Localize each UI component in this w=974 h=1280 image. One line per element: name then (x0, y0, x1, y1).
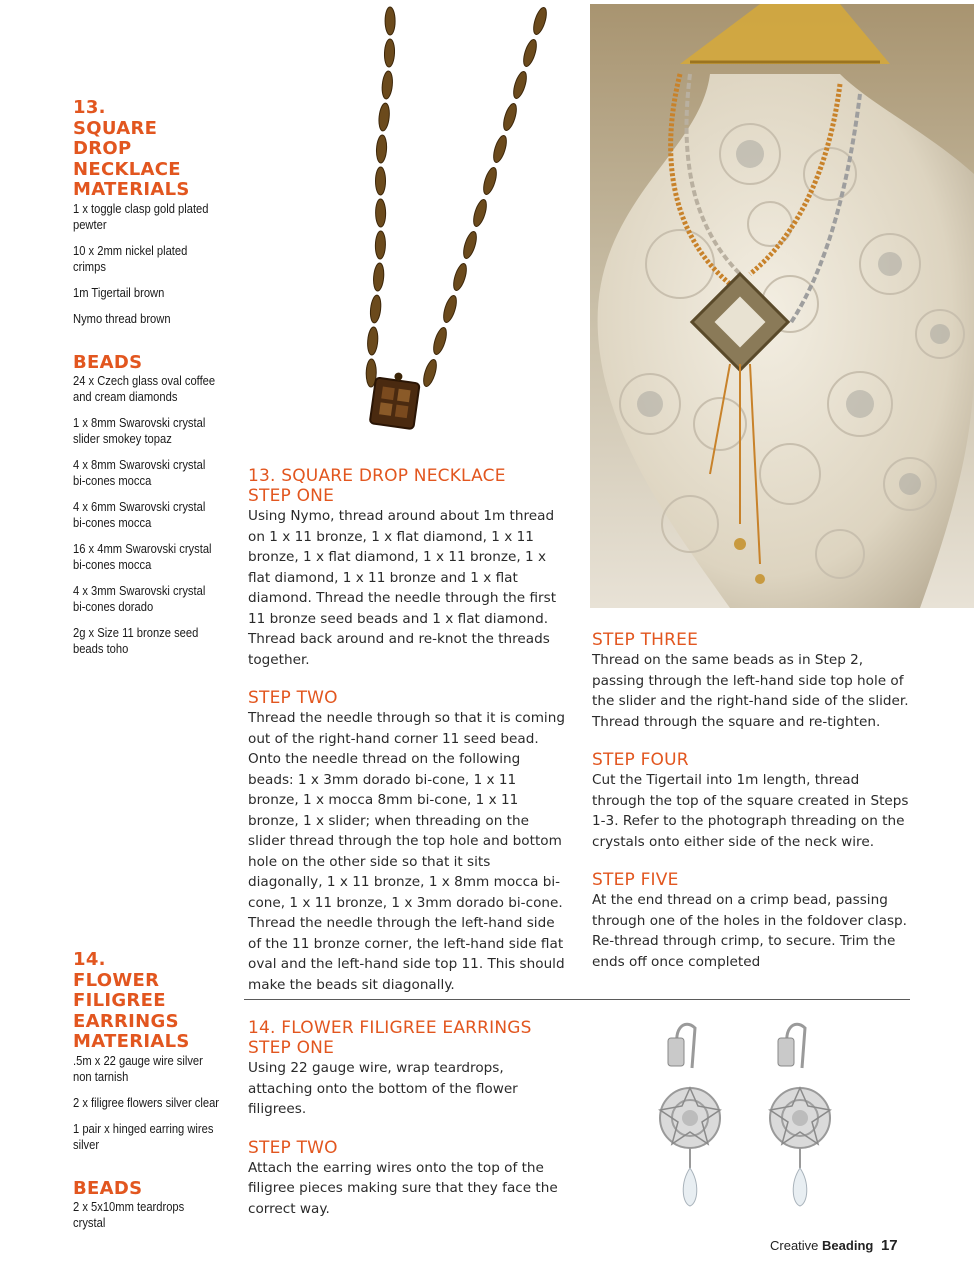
bead-item-text: 1 x 8mm Swarovski crystal slider smokey topaz (73, 415, 206, 446)
earrings-photo (640, 1018, 860, 1228)
material-item (73, 201, 233, 233)
material-item (73, 1095, 233, 1111)
earring-step-two-heading: STEP TWO (248, 1137, 338, 1158)
material-item (73, 311, 233, 327)
materials-list-13 (73, 201, 233, 327)
necklace-steps-continued (592, 630, 914, 972)
bead-item (73, 457, 233, 489)
oval-bead (501, 102, 519, 132)
material-item-text: 1 pair x hinged earring wires silver (73, 1120, 214, 1152)
vase-photo (590, 4, 974, 608)
oval-bead (381, 71, 394, 100)
necklace-steps-title: 13. SQUARE DROP NECKLACE (248, 466, 506, 486)
sidebar-title-13: 13. SQUARE DROP NECKLACE (73, 97, 181, 180)
oval-bead (441, 294, 459, 324)
magazine-name-prefix: Creative (770, 1238, 819, 1253)
beads-list-14 (73, 1199, 233, 1231)
oval-bead (471, 198, 489, 228)
step-four-text: Cut the Tigertail into 1m length, thread through the top of the square created in Steps 1-3. Refer to the photograph threading on the crystals onto either side of the neck wire. (592, 772, 909, 850)
oval-bead (491, 134, 509, 164)
step-four-heading: STEP FOUR (592, 750, 689, 770)
bead-item-text: 24 x Czech glass oval coffee and cream diamonds (73, 373, 216, 404)
earring-steps-title: 14. FLOWER FILIGREE EARRINGS (248, 1018, 532, 1038)
oval-bead (367, 327, 379, 356)
oval-bead (431, 326, 449, 356)
oval-bead (481, 166, 499, 196)
materials-heading-13: MATERIALS (73, 179, 190, 200)
necklace-photo (330, 0, 570, 460)
beads-list-13 (73, 373, 233, 657)
bead-item (73, 373, 233, 405)
oval-bead (521, 38, 539, 68)
oval-bead (384, 39, 395, 67)
bead-item (73, 583, 233, 615)
bead-item (73, 625, 233, 657)
materials-heading-14: MATERIALS (73, 1031, 190, 1052)
materials-list-14 (73, 1053, 233, 1153)
bead-item (73, 415, 233, 447)
step-two-text: Thread the needle through so that it is coming out of the right-hand corner 11 seed bead. Onto the needle thread on the following beads: 1 x 3mm dorado bi-cone, 1 x 11 bronze, 1 x mocca 8mm bi-cone, 1 x 11 bronze, 1 x slider; when threading on the slider thread through the top hole and bottom hole on the other side so that it sits diagonally, 1 x 11 bronze, 1 x 8mm mocca bi-cone, 1 x 11 bronze, 1 x 3mm dorado bi-cone. Thread the needle through the left-hand side of the 11 bronze corner, the left-hand side flat oval and the left-hand side top 11. This should make the beads sit diagonally. (248, 710, 565, 993)
magazine-name-bold: Beading (822, 1238, 874, 1253)
earring-right (770, 1024, 830, 1206)
square-pendant (370, 370, 421, 430)
page-footer (770, 1237, 940, 1254)
step-five-text: At the end thread on a crimp bead, passing through one of the holes in the foldover clasp. Re-thread through crimp, to secure. Trim the ends off once completed (592, 892, 907, 970)
bead-item (73, 499, 233, 531)
necklace-steps (248, 466, 566, 995)
earring-step-one-heading: STEP ONE (248, 1038, 335, 1058)
material-item-text: 1m Tigertail brown (73, 284, 165, 300)
material-item (73, 285, 233, 301)
bead-item-text: 2g x Size 11 bronze seed beads toho (73, 625, 199, 656)
step-one-heading: STEP ONE (248, 486, 335, 506)
bead-item (73, 541, 233, 573)
oval-bead (369, 295, 382, 324)
material-item-text: Nymo thread brown (73, 310, 171, 326)
oval-bead (421, 358, 439, 388)
oval-bead (385, 7, 395, 35)
oval-bead (511, 70, 529, 100)
step-two-heading: STEP TWO (248, 688, 338, 708)
oval-bead (373, 263, 385, 292)
oval-bead (376, 135, 388, 164)
page-number: 17 (880, 1237, 898, 1254)
step-three-text: Thread on the same beads as in Step 2, passing through the left-hand side top hole of the slider and the right-hand side of the slider. Thread through the square and re-tighten. (592, 652, 909, 730)
bead-item-text: 16 x 4mm Swarovski crystal bi-cones mocca (73, 541, 212, 572)
oval-bead (461, 230, 479, 260)
oval-bead (375, 231, 386, 259)
beads-heading-13: BEADS (73, 351, 143, 373)
oval-bead (375, 167, 385, 195)
step-one-text: Using Nymo, thread around about 1m thread on 1 x 11 bronze, 1 x flat diamond, 1 x 11 bronze, 1 x flat diamond, 1 x 11 bronze, 1 x flat diamond, 1 x 11 bronze and 1 x flat diamond. Thread the needle through the first 11 bronze seed beads and 1 x flat diamond. Thread back around and re-knot the threads together. (248, 508, 557, 668)
bead-item (73, 1199, 233, 1231)
sidebar-section-13 (73, 98, 233, 667)
beads-heading-14: BEADS (73, 1177, 143, 1199)
bead-item-text: 4 x 8mm Swarovski crystal bi-cones mocca (73, 457, 206, 488)
earring-step-one-text: Using 22 gauge wire, wrap teardrops, attaching onto the bottom of the flower filigrees. (248, 1060, 518, 1117)
bead-item-text: 4 x 3mm Swarovski crystal bi-cones dorado (73, 583, 206, 614)
material-item (73, 1053, 233, 1085)
earring-steps (248, 1018, 568, 1219)
step-five-heading: STEP FIVE (592, 870, 679, 890)
step-three-heading: STEP THREE (592, 630, 699, 650)
section-divider (244, 999, 910, 1000)
material-item-text: .5m x 22 gauge wire silver non tarnish (73, 1052, 203, 1084)
oval-bead (375, 199, 385, 227)
sidebar-section-14 (73, 950, 233, 1241)
bead-item-text: 2 x 5x10mm teardrops crystal (73, 1199, 185, 1230)
earring-left (660, 1024, 720, 1206)
material-item (73, 243, 233, 275)
material-item (73, 1121, 233, 1153)
material-item-text: 2 x filigree flowers silver clear (73, 1094, 220, 1110)
material-item-text: 10 x 2mm nickel plated crimps (73, 242, 188, 274)
oval-bead (378, 103, 391, 132)
sidebar-title-14: 14. FLOWER FILIGREE EARRINGS (73, 949, 179, 1032)
earring-step-two-text: Attach the earring wires onto the top of the filigree pieces making sure that they face the correct way. (248, 1159, 558, 1217)
bead-item-text: 4 x 6mm Swarovski crystal bi-cones mocca (73, 499, 206, 530)
oval-bead (451, 262, 469, 292)
material-item-text: 1 x toggle clasp gold plated pewter (73, 200, 209, 232)
oval-bead (531, 6, 549, 36)
